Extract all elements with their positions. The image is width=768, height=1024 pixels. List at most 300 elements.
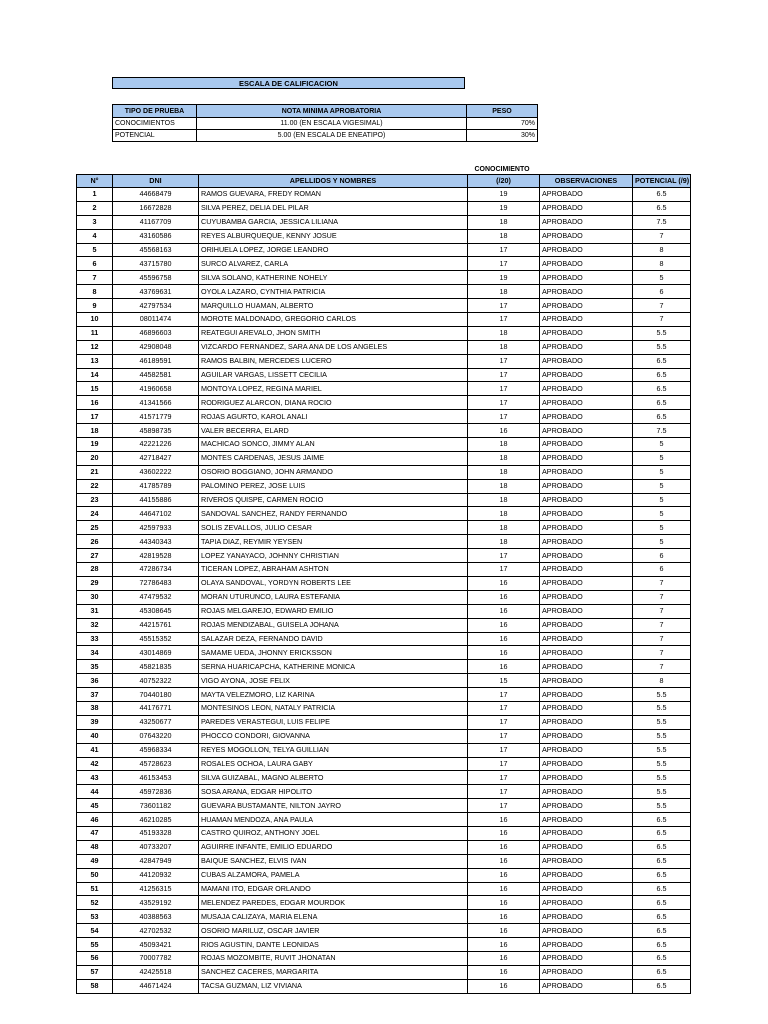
conocimiento-cell: 17 (468, 563, 540, 577)
table-row (77, 590, 691, 604)
observacion-cell: APROBADO (540, 201, 633, 215)
table-row (77, 410, 691, 424)
nombre-cell: OYOLA LAZARO, CYNTHIA PATRICIA (199, 285, 468, 299)
nombre-cell: RAMOS BALBIN, MERCEDES LUCERO (199, 354, 468, 368)
table-row (77, 285, 691, 299)
table-row (77, 563, 691, 577)
table-row (77, 451, 691, 465)
observacion-cell: APROBADO (540, 896, 633, 910)
nombre-cell: OSORIO BOGGIANO, JOHN ARMANDO (199, 465, 468, 479)
dni-cell: 44582581 (113, 368, 199, 382)
dni-cell: 44120932 (113, 868, 199, 882)
table-row (77, 743, 691, 757)
nombre-cell: PHOCCO CONDORI, GIOVANNA (199, 729, 468, 743)
num-cell: 30 (77, 590, 113, 604)
header-nota: NOTA MINIMA APROBATORIA (197, 105, 467, 118)
nombre-cell: ROSALES OCHOA, LAURA GABY (199, 757, 468, 771)
table-row (77, 632, 691, 646)
observacion-cell: APROBADO (540, 340, 633, 354)
dni-cell: 47479532 (113, 590, 199, 604)
conocimiento-cell: 16 (468, 924, 540, 938)
potencial-cell: 6.5 (633, 854, 691, 868)
potencial-cell: 6.5 (633, 396, 691, 410)
num-cell: 57 (77, 965, 113, 979)
table-row (77, 424, 691, 438)
potencial-cell: 5.5 (633, 757, 691, 771)
conocimiento-cell: 16 (468, 910, 540, 924)
observacion-cell: APROBADO (540, 410, 633, 424)
table-row (77, 688, 691, 702)
nombre-cell: SILVA PEREZ, DELIA DEL PILAR (199, 201, 468, 215)
num-cell: 35 (77, 660, 113, 674)
potencial-cell: 6.5 (633, 368, 691, 382)
num-cell: 56 (77, 951, 113, 965)
observacion-cell: APROBADO (540, 465, 633, 479)
table-row (77, 979, 691, 993)
table-row (77, 896, 691, 910)
table-row (77, 785, 691, 799)
conocimiento-cell: 18 (468, 215, 540, 229)
dni-cell: 41167709 (113, 215, 199, 229)
conocimiento-cell: 16 (468, 938, 540, 952)
num-cell: 16 (77, 396, 113, 410)
table-row (77, 674, 691, 688)
table-row (77, 910, 691, 924)
conocimiento-cell: 17 (468, 396, 540, 410)
potencial-cell: 6 (633, 285, 691, 299)
num-cell: 33 (77, 632, 113, 646)
header-tipo: TIPO DE PRUEBA (113, 105, 197, 118)
observacion-cell: APROBADO (540, 521, 633, 535)
observacion-cell: APROBADO (540, 188, 633, 202)
header-dni: DNI (113, 175, 199, 188)
num-cell: 8 (77, 285, 113, 299)
conocimiento-cell: 19 (468, 188, 540, 202)
table-row (77, 701, 691, 715)
potencial-cell: 7 (633, 590, 691, 604)
num-cell: 1 (77, 188, 113, 202)
scale-row (113, 130, 538, 142)
table-row (77, 229, 691, 243)
observacion-cell: APROBADO (540, 826, 633, 840)
potencial-cell: 6.5 (633, 882, 691, 896)
dni-cell: 44647102 (113, 507, 199, 521)
dni-cell: 44668479 (113, 188, 199, 202)
observacion-cell: APROBADO (540, 924, 633, 938)
nombre-cell: VIGO AYONA, JOSE FELIX (199, 674, 468, 688)
num-cell: 36 (77, 674, 113, 688)
table-row (77, 493, 691, 507)
table-row (77, 771, 691, 785)
conocimiento-header-label: CONOCIMIENTO (474, 166, 530, 173)
dni-cell: 41960658 (113, 382, 199, 396)
num-cell: 47 (77, 826, 113, 840)
tipo-cell: CONOCIMIENTOS (113, 118, 197, 130)
num-cell: 43 (77, 771, 113, 785)
dni-cell: 43250677 (113, 715, 199, 729)
table-row (77, 243, 691, 257)
conocimiento-cell: 17 (468, 771, 540, 785)
nombre-cell: CASTRO QUIROZ, ANTHONY JOEL (199, 826, 468, 840)
dni-cell: 73601182 (113, 799, 199, 813)
num-cell: 58 (77, 979, 113, 993)
potencial-cell: 5.5 (633, 771, 691, 785)
table-row (77, 951, 691, 965)
table-row (77, 854, 691, 868)
observacion-cell: APROBADO (540, 965, 633, 979)
num-cell: 46 (77, 813, 113, 827)
num-cell: 17 (77, 410, 113, 424)
dni-cell: 42847949 (113, 854, 199, 868)
conocimiento-cell: 18 (468, 507, 540, 521)
observacion-cell: APROBADO (540, 729, 633, 743)
num-cell: 15 (77, 382, 113, 396)
potencial-cell: 7.5 (633, 424, 691, 438)
dni-cell: 40388563 (113, 910, 199, 924)
dni-cell: 42221226 (113, 438, 199, 452)
potencial-cell: 5 (633, 493, 691, 507)
nombre-cell: ORIHUELA LOPEZ, JORGE LEANDRO (199, 243, 468, 257)
conocimiento-cell: 16 (468, 979, 540, 993)
observacion-cell: APROBADO (540, 979, 633, 993)
table-row (77, 535, 691, 549)
num-cell: 28 (77, 563, 113, 577)
num-cell: 52 (77, 896, 113, 910)
num-cell: 24 (77, 507, 113, 521)
potencial-cell: 6.5 (633, 924, 691, 938)
dni-cell: 43160586 (113, 229, 199, 243)
potencial-cell: 6.5 (633, 188, 691, 202)
nombre-cell: MARQUILLO HUAMAN, ALBERTO (199, 299, 468, 313)
header-nombre: APELLIDOS Y NOMBRES (199, 175, 468, 188)
dni-cell: 41256315 (113, 882, 199, 896)
num-cell: 26 (77, 535, 113, 549)
observacion-cell: APROBADO (540, 563, 633, 577)
conocimiento-cell: 18 (468, 326, 540, 340)
num-cell: 4 (77, 229, 113, 243)
dni-cell: 45515352 (113, 632, 199, 646)
nombre-cell: VALER BECERRA, ELARD (199, 424, 468, 438)
dni-cell: 41785789 (113, 479, 199, 493)
dni-cell: 72786483 (113, 576, 199, 590)
observacion-cell: APROBADO (540, 313, 633, 327)
num-cell: 5 (77, 243, 113, 257)
potencial-cell: 5.5 (633, 785, 691, 799)
nombre-cell: MAMANI ITO, EDGAR ORLANDO (199, 882, 468, 896)
observacion-cell: APROBADO (540, 299, 633, 313)
num-cell: 55 (77, 938, 113, 952)
potencial-cell: 8 (633, 257, 691, 271)
nombre-cell: RAMOS GUEVARA, FREDY ROMAN (199, 188, 468, 202)
table-row (77, 604, 691, 618)
observacion-cell: APROBADO (540, 549, 633, 563)
dni-cell: 42597933 (113, 521, 199, 535)
table-row (77, 354, 691, 368)
num-cell: 25 (77, 521, 113, 535)
nombre-cell: SURCO ALVAREZ, CARLA (199, 257, 468, 271)
num-cell: 42 (77, 757, 113, 771)
conocimiento-cell: 16 (468, 868, 540, 882)
potencial-cell: 7 (633, 618, 691, 632)
dni-cell: 45821835 (113, 660, 199, 674)
potencial-cell: 6.5 (633, 840, 691, 854)
observacion-cell: APROBADO (540, 757, 633, 771)
dni-cell: 45596758 (113, 271, 199, 285)
conocimiento-cell: 17 (468, 785, 540, 799)
conocimiento-cell: 17 (468, 688, 540, 702)
potencial-cell: 6 (633, 563, 691, 577)
num-cell: 51 (77, 882, 113, 896)
nombre-cell: SILVA SOLANO, KATHERINE NOHELY (199, 271, 468, 285)
nombre-cell: RIOS AGUSTIN, DANTE LEONIDAS (199, 938, 468, 952)
nombre-cell: OLAYA SANDOVAL, YORDYN ROBERTS LEE (199, 576, 468, 590)
observacion-cell: APROBADO (540, 951, 633, 965)
table-row (77, 813, 691, 827)
num-cell: 21 (77, 465, 113, 479)
nombre-cell: ROJAS MENDIZABAL, GUISELA JOHANA (199, 618, 468, 632)
conocimiento-cell: 18 (468, 229, 540, 243)
num-cell: 7 (77, 271, 113, 285)
observacion-cell: APROBADO (540, 688, 633, 702)
num-cell: 2 (77, 201, 113, 215)
potencial-cell: 5.5 (633, 688, 691, 702)
dni-cell: 42908048 (113, 340, 199, 354)
conocimiento-cell: 18 (468, 479, 540, 493)
observacion-cell: APROBADO (540, 646, 633, 660)
observacion-cell: APROBADO (540, 326, 633, 340)
nombre-cell: RIVEROS QUISPE, CARMEN ROCIO (199, 493, 468, 507)
observacion-cell: APROBADO (540, 507, 633, 521)
conocimiento-cell: 16 (468, 632, 540, 646)
nombre-cell: CUYUBAMBA GARCIA, JESSICA LILIANA (199, 215, 468, 229)
num-cell: 54 (77, 924, 113, 938)
dni-cell: 44215761 (113, 618, 199, 632)
dni-cell: 16672828 (113, 201, 199, 215)
table-row (77, 396, 691, 410)
nombre-cell: TAPIA DIAZ, REYMIR YEYSEN (199, 535, 468, 549)
observacion-cell: APROBADO (540, 743, 633, 757)
table-row (77, 646, 691, 660)
num-cell: 10 (77, 313, 113, 327)
nombre-cell: PAREDES VERASTEGUI, LUIS FELIPE (199, 715, 468, 729)
observacion-cell: APROBADO (540, 868, 633, 882)
potencial-cell: 7 (633, 229, 691, 243)
conocimiento-cell: 17 (468, 549, 540, 563)
nombre-cell: MORAN UTURUNCO, LAURA ESTEFANIA (199, 590, 468, 604)
dni-cell: 42425518 (113, 965, 199, 979)
header-potencial: POTENCIAL (/9) (633, 175, 691, 188)
dni-cell: 42702532 (113, 924, 199, 938)
table-row (77, 313, 691, 327)
potencial-cell: 6.5 (633, 938, 691, 952)
potencial-cell: 6.5 (633, 868, 691, 882)
observacion-cell: APROBADO (540, 229, 633, 243)
num-cell: 45 (77, 799, 113, 813)
conocimiento-cell: 16 (468, 840, 540, 854)
potencial-cell: 7 (633, 660, 691, 674)
conocimiento-cell: 18 (468, 535, 540, 549)
potencial-cell: 8 (633, 243, 691, 257)
dni-cell: 47286734 (113, 563, 199, 577)
conocimiento-cell: 16 (468, 951, 540, 965)
table-row (77, 938, 691, 952)
table-row (77, 271, 691, 285)
nombre-cell: SANCHEZ CACERES, MARGARITA (199, 965, 468, 979)
header-observaciones: OBSERVACIONES (540, 175, 633, 188)
tipo-cell: POTENCIAL (113, 130, 197, 142)
potencial-cell: 6.5 (633, 410, 691, 424)
observacion-cell: APROBADO (540, 576, 633, 590)
conocimiento-cell: 16 (468, 813, 540, 827)
table-row (77, 549, 691, 563)
num-cell: 9 (77, 299, 113, 313)
scale-table (112, 104, 538, 142)
nombre-cell: ROJAS MOZOMBITE, RUVIT JHONATAN (199, 951, 468, 965)
conocimiento-cell: 17 (468, 299, 540, 313)
nombre-cell: SOSA ARANA, EDGAR HIPOLITO (199, 785, 468, 799)
dni-cell: 44155886 (113, 493, 199, 507)
peso-cell: 70% (467, 118, 538, 130)
conocimiento-cell: 17 (468, 257, 540, 271)
conocimiento-cell: 16 (468, 826, 540, 840)
num-cell: 18 (77, 424, 113, 438)
num-cell: 22 (77, 479, 113, 493)
table-row (77, 215, 691, 229)
dni-cell: 45093421 (113, 938, 199, 952)
nombre-cell: OSORIO MARILUZ, OSCAR JAVIER (199, 924, 468, 938)
nombre-cell: MACHICAO SONCO, JIMMY ALAN (199, 438, 468, 452)
potencial-cell: 6.5 (633, 910, 691, 924)
dni-cell: 42718427 (113, 451, 199, 465)
conocimiento-cell: 16 (468, 618, 540, 632)
table-row (77, 299, 691, 313)
potencial-cell: 7 (633, 299, 691, 313)
conocimiento-cell: 17 (468, 368, 540, 382)
nombre-cell: SALAZAR DEZA, FERNANDO DAVID (199, 632, 468, 646)
dni-cell: 70440180 (113, 688, 199, 702)
conocimiento-cell: 18 (468, 493, 540, 507)
table-row (77, 882, 691, 896)
dni-cell: 44176771 (113, 701, 199, 715)
nombre-cell: REYES ALBURQUEQUE, KENNY JOSUE (199, 229, 468, 243)
conocimiento-cell: 17 (468, 799, 540, 813)
num-cell: 53 (77, 910, 113, 924)
num-cell: 34 (77, 646, 113, 660)
conocimiento-cell: 15 (468, 674, 540, 688)
num-cell: 39 (77, 715, 113, 729)
observacion-cell: APROBADO (540, 215, 633, 229)
observacion-cell: APROBADO (540, 715, 633, 729)
dni-cell: 41571779 (113, 410, 199, 424)
observacion-cell: APROBADO (540, 243, 633, 257)
conocimiento-cell: 16 (468, 854, 540, 868)
potencial-cell: 6.5 (633, 951, 691, 965)
nombre-cell: SANDOVAL SANCHEZ, RANDY FERNANDO (199, 507, 468, 521)
observacion-cell: APROBADO (540, 479, 633, 493)
conocimiento-cell: 18 (468, 521, 540, 535)
table-row (77, 840, 691, 854)
dni-cell: 45728623 (113, 757, 199, 771)
nombre-cell: MOROTE MALDONADO, GREGORIO CARLOS (199, 313, 468, 327)
dni-cell: 43602222 (113, 465, 199, 479)
observacion-cell: APROBADO (540, 451, 633, 465)
dni-cell: 40733207 (113, 840, 199, 854)
potencial-cell: 6.5 (633, 354, 691, 368)
num-cell: 23 (77, 493, 113, 507)
observacion-cell: APROBADO (540, 382, 633, 396)
header-num: N° (77, 175, 113, 188)
observacion-cell: APROBADO (540, 271, 633, 285)
num-cell: 49 (77, 854, 113, 868)
conocimiento-cell: 16 (468, 896, 540, 910)
dni-cell: 46189591 (113, 354, 199, 368)
potencial-cell: 6.5 (633, 896, 691, 910)
potencial-cell: 5.5 (633, 729, 691, 743)
nombre-cell: MUSAJA CALIZAYA, MARIA ELENA (199, 910, 468, 924)
observacion-cell: APROBADO (540, 424, 633, 438)
nombre-cell: HUAMAN MENDOZA, ANA PAULA (199, 813, 468, 827)
potencial-cell: 6.5 (633, 382, 691, 396)
potencial-cell: 5.5 (633, 326, 691, 340)
observacion-cell: APROBADO (540, 368, 633, 382)
observacion-cell: APROBADO (540, 785, 633, 799)
conocimiento-cell: 17 (468, 243, 540, 257)
table-row (77, 521, 691, 535)
conocimiento-cell: 17 (468, 715, 540, 729)
table-row (77, 340, 691, 354)
conocimiento-cell: 17 (468, 757, 540, 771)
conocimiento-cell: 17 (468, 701, 540, 715)
potencial-cell: 5 (633, 479, 691, 493)
conocimiento-cell: 16 (468, 424, 540, 438)
dni-cell: 45972836 (113, 785, 199, 799)
potencial-cell: 6.5 (633, 201, 691, 215)
dni-cell: 44671424 (113, 979, 199, 993)
potencial-cell: 5 (633, 451, 691, 465)
table-row (77, 326, 691, 340)
table-row (77, 479, 691, 493)
potencial-cell: 8 (633, 674, 691, 688)
dni-cell: 41341566 (113, 396, 199, 410)
observacion-cell: APROBADO (540, 257, 633, 271)
dni-cell: 43715780 (113, 257, 199, 271)
nombre-cell: ROJAS AGURTO, KAROL ANALI (199, 410, 468, 424)
table-row (77, 715, 691, 729)
table-row (77, 729, 691, 743)
num-cell: 48 (77, 840, 113, 854)
conocimiento-cell: 18 (468, 465, 540, 479)
num-cell: 37 (77, 688, 113, 702)
table-row (77, 465, 691, 479)
nombre-cell: MELENDEZ PAREDES, EDGAR MOURDOK (199, 896, 468, 910)
observacion-cell: APROBADO (540, 396, 633, 410)
table-row (77, 965, 691, 979)
conocimiento-cell: 16 (468, 590, 540, 604)
conocimiento-cell: 16 (468, 646, 540, 660)
conocimiento-cell: 19 (468, 201, 540, 215)
potencial-cell: 7 (633, 313, 691, 327)
nombre-cell: MAYTA VELEZMORO, LIZ KARINA (199, 688, 468, 702)
observacion-cell: APROBADO (540, 604, 633, 618)
conocimiento-cell: 17 (468, 354, 540, 368)
potencial-cell: 5 (633, 271, 691, 285)
num-cell: 13 (77, 354, 113, 368)
num-cell: 14 (77, 368, 113, 382)
table-row (77, 257, 691, 271)
dni-cell: 42819528 (113, 549, 199, 563)
dni-cell: 07643220 (113, 729, 199, 743)
observacion-cell: APROBADO (540, 590, 633, 604)
